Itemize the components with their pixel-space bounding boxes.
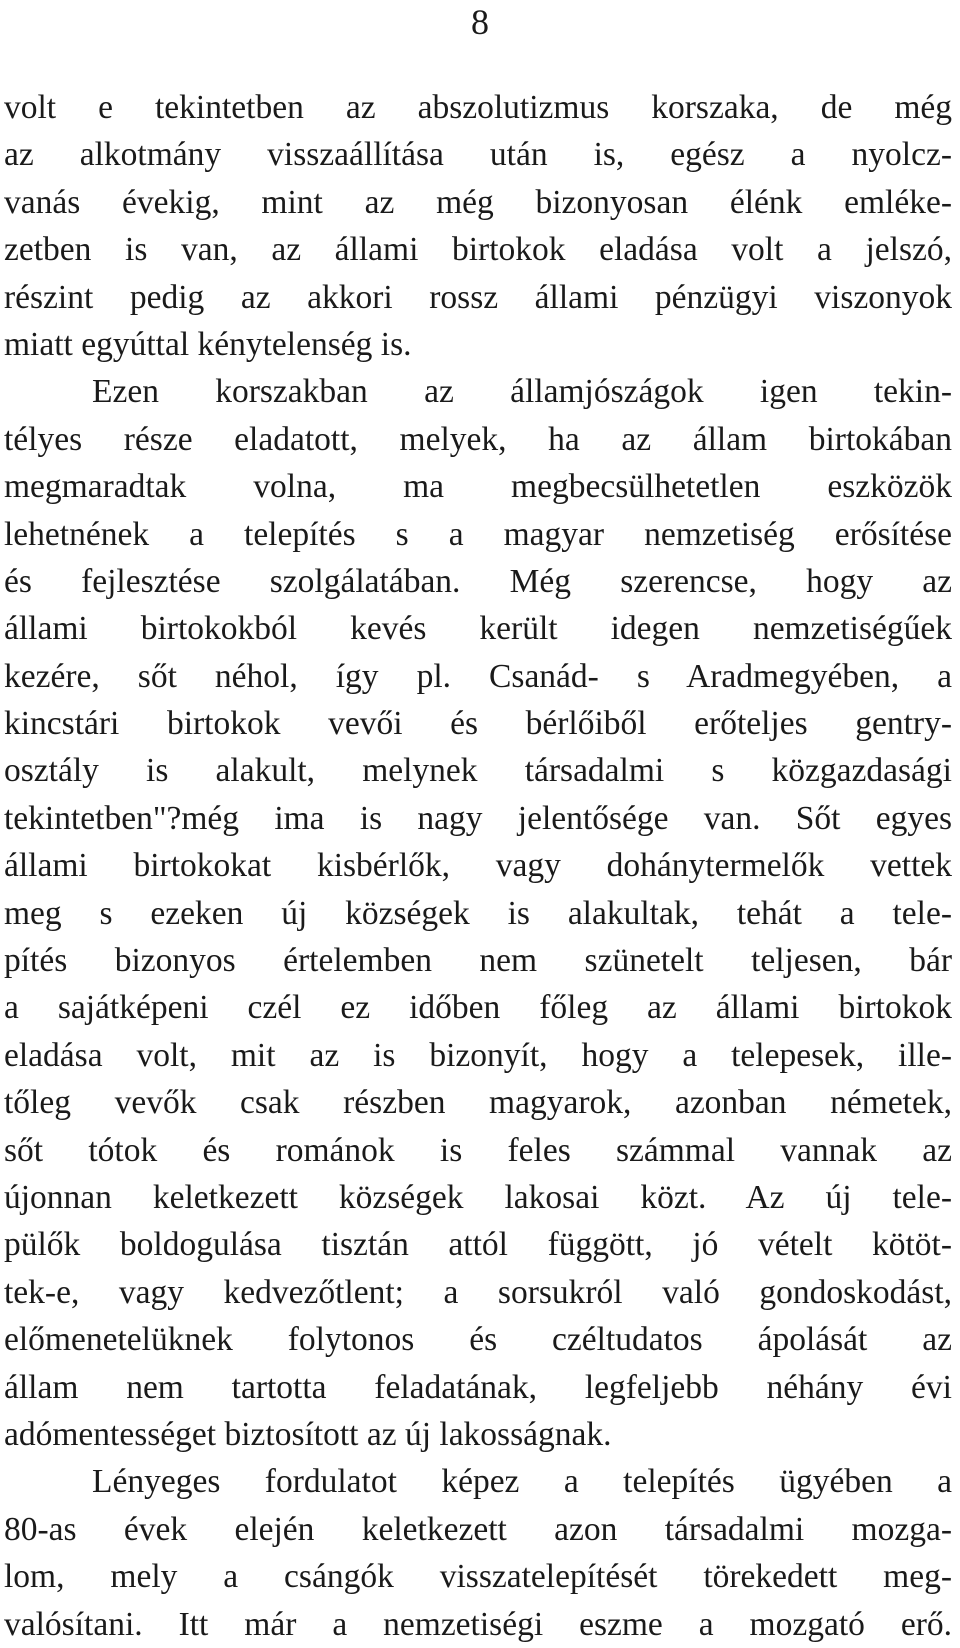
text-line: az alkotmány visszaállítása után is, egész a nyolcz-	[4, 136, 952, 174]
text-line: sőt tótok és románok is feles számmal vannak az	[4, 1131, 952, 1169]
text-line: lehetnének a telepítés s a magyar nemzetiség erősítése	[4, 515, 952, 553]
text-line: a sajátképeni czél ez időben főleg az állami birtokok	[4, 989, 952, 1027]
text-line: kincstári birtokok vevői és bérlőiből erőteljes gentry-	[4, 705, 952, 743]
text-line: állam nem tartotta feladatának, legfeljebb néhány évi	[4, 1368, 952, 1406]
text-line: meg s ezeken új községek is alakultak, tehát a tele-	[4, 894, 952, 932]
text-line: vanás évekig, mint az még bizonyosan élénk emléke-	[4, 183, 952, 221]
text-line: miatt egyúttal kénytelenség is.	[4, 325, 412, 363]
text-line: részint pedig az akkori rossz állami pénzügyi viszonyok	[4, 278, 952, 316]
text-line: megmaradtak volna, ma megbecsülhetetlen eszközök	[4, 468, 952, 506]
text-line: előmenetelüknek folytonos és czéltudatos ápolását az	[4, 1321, 952, 1359]
page-number: 8	[471, 2, 489, 42]
text-line: pítés bizonyos értelemben nem szünetelt teljesen, bár	[4, 942, 952, 980]
text-line: 80-as évek elején keletkezett azon társadalmi mozga-	[4, 1510, 952, 1548]
text-line: pülők boldogulása tisztán attól függött, jó vételt kötöt-	[4, 1226, 952, 1264]
text-line: adómentességet biztosított az új lakosságnak.	[4, 1415, 612, 1453]
text-line: télyes része eladatott, melyek, ha az állam birtokában	[4, 420, 952, 458]
text-line: állami birtokokat kisbérlők, vagy dohánytermelők vettek	[4, 847, 952, 885]
text-line: és fejlesztése szolgálatában. Még szerencse, hogy az	[4, 562, 952, 600]
text-line: valósítani. Itt már a nemzetiségi eszme a mozgató erő.	[4, 1605, 952, 1643]
text-line: Lényeges fordulatot képez a telepítés ügyében a	[92, 1463, 952, 1501]
text-line: újonnan keletkezett községek lakosai közt. Az új tele-	[4, 1178, 952, 1216]
text-line: osztály is alakult, melynek társadalmi s közgazdasági	[4, 752, 952, 790]
text-line: Ezen korszakban az államjószágok igen tekin-	[92, 373, 952, 411]
text-line: állami birtokokból kevés került idegen nemzetiségűek	[4, 610, 952, 648]
text-line: eladása volt, mit az is bizonyít, hogy a telepesek, ille-	[4, 1036, 952, 1074]
text-line: lom, mely a csángók visszatelepítését törekedett meg-	[4, 1558, 952, 1596]
text-line: kezére, sőt néhol, így pl. Csanád- s Aradmegyében, a	[4, 657, 952, 695]
text-line: tekintetben"?még ima is nagy jelentősége van. Sőt egyes	[4, 799, 952, 837]
body-text	[4, 84, 952, 1648]
text-line: volt e tekintetben az abszolutizmus korszaka, de még	[4, 89, 952, 126]
text-line: tek-e, vagy kedvezőtlent; a sorsukról való gondoskodást,	[4, 1273, 952, 1311]
text-line: tőleg vevők csak részben magyarok, azonban németek,	[4, 1084, 952, 1122]
text-line: zetben is van, az állami birtokok eladása volt a jelszó,	[4, 231, 952, 269]
